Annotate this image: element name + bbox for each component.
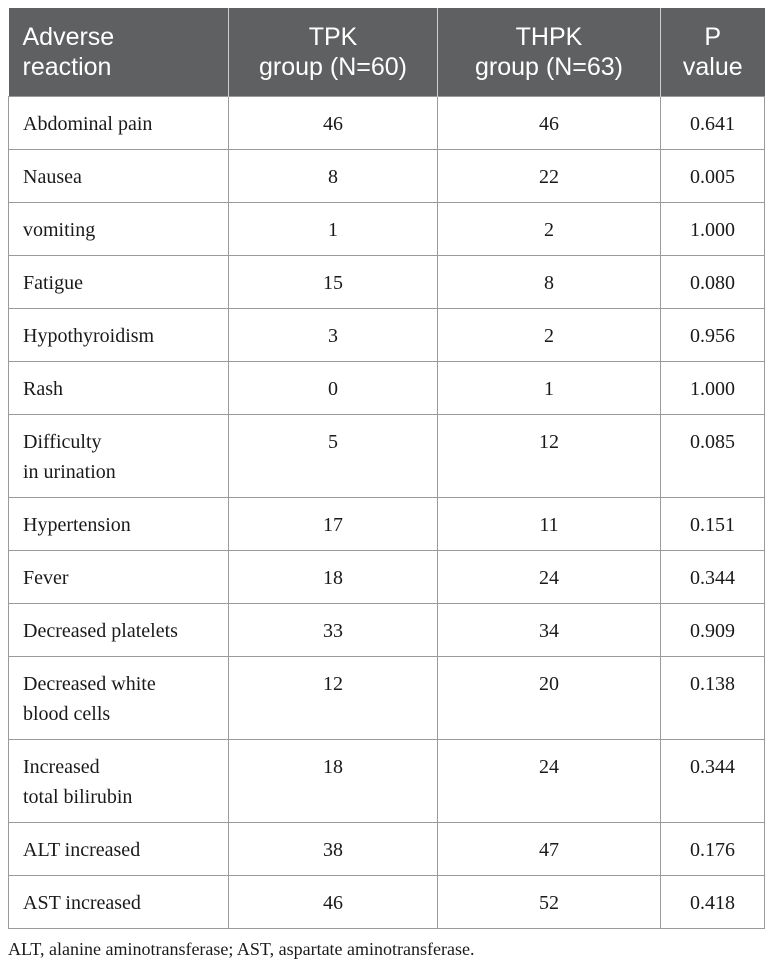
- table-row: [9, 150, 765, 203]
- thpk-count-cell: 24: [438, 740, 661, 823]
- adverse-reaction-cell: [9, 551, 229, 604]
- table-row: [9, 498, 765, 551]
- table-row: [9, 657, 765, 740]
- adverse-reaction-text: Abdominal pain: [23, 113, 153, 135]
- adverse-reaction-cell: [9, 604, 229, 657]
- tpk-count-cell: 17: [229, 498, 438, 551]
- table-row: [9, 415, 765, 498]
- table-header: [9, 8, 765, 97]
- tpk-count-cell: 3: [229, 309, 438, 362]
- p-value-cell: 1.000: [661, 362, 765, 415]
- p-value-cell: 0.344: [661, 740, 765, 823]
- tpk-count-cell: 15: [229, 256, 438, 309]
- thpk-count-cell: 8: [438, 256, 661, 309]
- adverse-reaction-cell: [9, 498, 229, 551]
- adverse-reaction-text: total bilirubin: [23, 786, 133, 808]
- header-row: [9, 8, 765, 97]
- adverse-reaction-cell: [9, 740, 229, 823]
- thpk-count-cell: 22: [438, 150, 661, 203]
- adverse-reaction-text: Hypertension: [23, 514, 131, 536]
- adverse-reaction-cell: [9, 309, 229, 362]
- thpk-count-cell: 52: [438, 876, 661, 929]
- thpk-count-cell: 2: [438, 203, 661, 256]
- table-row: [9, 203, 765, 256]
- table-row: [9, 97, 765, 150]
- adverse-reaction-text: Fever: [23, 567, 69, 589]
- header-p-value: [661, 8, 765, 97]
- adverse-reaction-cell: [9, 657, 229, 740]
- tpk-count-cell: 12: [229, 657, 438, 740]
- thpk-count-cell: 46: [438, 97, 661, 150]
- adverse-reaction-text: Nausea: [23, 166, 82, 188]
- tpk-count-cell: 5: [229, 415, 438, 498]
- adverse-reaction-cell: [9, 97, 229, 150]
- adverse-reaction-cell: [9, 256, 229, 309]
- thpk-count-cell: 47: [438, 823, 661, 876]
- table-footnote: ALT, alanine aminotransferase; AST, aspartate aminotransferase.: [8, 939, 475, 959]
- adverse-reaction-text: Fatigue: [23, 272, 83, 294]
- adverse-reaction-text: Hypothyroidism: [23, 325, 155, 347]
- tpk-count-cell: 0: [229, 362, 438, 415]
- adverse-reaction-cell: [9, 876, 229, 929]
- adverse-reaction-cell: [9, 203, 229, 256]
- adverse-reaction-text: Rash: [23, 378, 63, 400]
- adverse-reaction-text: vomiting: [23, 219, 96, 241]
- thpk-count-cell: 24: [438, 551, 661, 604]
- adverse-reaction-text: Decreased white: [23, 673, 156, 695]
- thpk-count-cell: 2: [438, 309, 661, 362]
- table-body: [9, 97, 765, 929]
- adverse-reaction-text: Decreased platelets: [23, 620, 178, 642]
- thpk-count-cell: 12: [438, 415, 661, 498]
- adverse-reaction-cell: [9, 150, 229, 203]
- header-text-line: group (N=63): [475, 53, 623, 81]
- p-value-cell: 1.000: [661, 203, 765, 256]
- p-value-cell: 0.085: [661, 415, 765, 498]
- adverse-reaction-text: in urination: [23, 461, 116, 483]
- tpk-count-cell: 46: [229, 97, 438, 150]
- header-thpk-group: [438, 8, 661, 97]
- thpk-count-cell: 20: [438, 657, 661, 740]
- p-value-cell: 0.909: [661, 604, 765, 657]
- adverse-reaction-text: blood cells: [23, 703, 111, 725]
- table-row: [9, 256, 765, 309]
- thpk-count-cell: 11: [438, 498, 661, 551]
- header-tpk-group: [229, 8, 438, 97]
- p-value-cell: 0.176: [661, 823, 765, 876]
- table-row: [9, 362, 765, 415]
- tpk-count-cell: 18: [229, 740, 438, 823]
- header-text-line: THPK: [515, 23, 583, 51]
- table-row: [9, 740, 765, 823]
- p-value-cell: 0.641: [661, 97, 765, 150]
- adverse-reaction-text: Difficulty: [23, 431, 102, 453]
- tpk-count-cell: 18: [229, 551, 438, 604]
- tpk-count-cell: 46: [229, 876, 438, 929]
- tpk-count-cell: 33: [229, 604, 438, 657]
- table-row: [9, 309, 765, 362]
- header-text-line: TPK: [308, 23, 358, 51]
- p-value-cell: 0.956: [661, 309, 765, 362]
- header-text-line: Adverse: [22, 23, 115, 51]
- p-value-cell: 0.418: [661, 876, 765, 929]
- adverse-reaction-text: ALT increased: [23, 839, 141, 861]
- adverse-reaction-table: [8, 8, 765, 929]
- table-row: [9, 604, 765, 657]
- adverse-reaction-table-container: [8, 8, 764, 960]
- tpk-count-cell: 38: [229, 823, 438, 876]
- p-value-cell: 0.151: [661, 498, 765, 551]
- thpk-count-cell: 1: [438, 362, 661, 415]
- tpk-count-cell: 8: [229, 150, 438, 203]
- p-value-cell: 0.080: [661, 256, 765, 309]
- header-text-line: reaction: [22, 53, 112, 81]
- table-row: [9, 876, 765, 929]
- table-row: [9, 551, 765, 604]
- p-value-cell: 0.005: [661, 150, 765, 203]
- header-text-line: P: [704, 23, 722, 51]
- adverse-reaction-cell: [9, 415, 229, 498]
- adverse-reaction-cell: [9, 823, 229, 876]
- tpk-count-cell: 1: [229, 203, 438, 256]
- p-value-cell: 0.344: [661, 551, 765, 604]
- header-text-line: value: [682, 53, 743, 81]
- thpk-count-cell: 34: [438, 604, 661, 657]
- p-value-cell: 0.138: [661, 657, 765, 740]
- header-adverse-reaction: [9, 8, 229, 97]
- adverse-reaction-text: AST increased: [23, 892, 141, 914]
- header-text-line: group (N=60): [259, 53, 407, 81]
- adverse-reaction-text: Increased: [23, 756, 100, 778]
- table-row: [9, 823, 765, 876]
- adverse-reaction-cell: [9, 362, 229, 415]
